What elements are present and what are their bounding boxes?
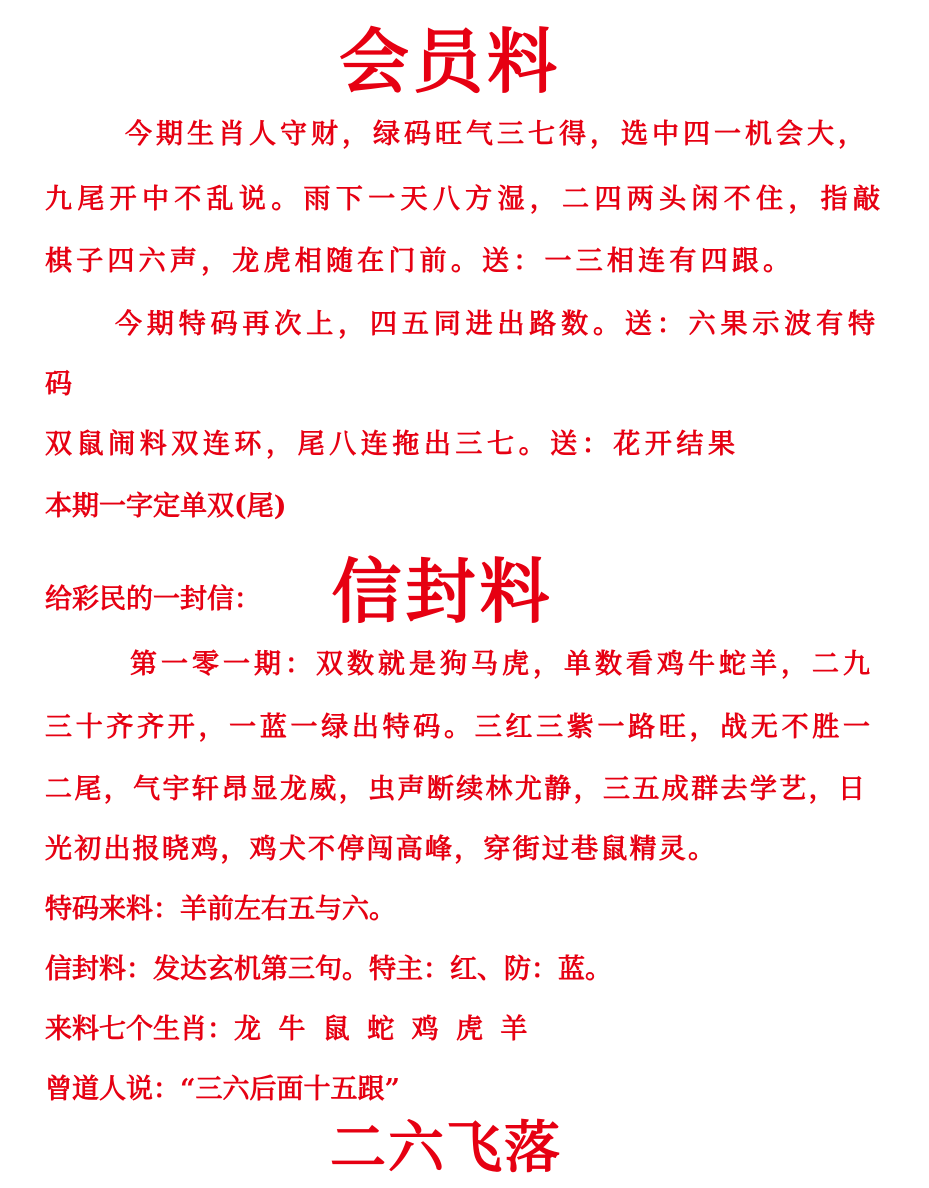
member-line-4: 今期特码再次上，四五同进出路数。送：六果示波有特 [115, 309, 875, 340]
letter-line-7: 来料七个生肖：龙 牛 鼠 蛇 鸡 虎 羊 [45, 1014, 528, 1045]
letter-line-2: 三十齐齐开，一蓝一绿出特码。三红三紫一路旺，战无不胜一 [45, 712, 870, 743]
letter-line-1: 第一零一期：双数就是狗马虎，单数看鸡牛蛇羊，二九 [130, 649, 870, 680]
member-line-3: 棋子四六声，龙虎相随在门前。送：一三相连有四跟。 [45, 246, 790, 277]
letter-line-3: 二尾，气宇轩昂显龙威，虫声断续林尤静，三五成群去学艺，日 [45, 774, 865, 805]
letter-title: 信封料 [331, 550, 554, 633]
letter-line-6: 信封料：发达玄机第三句。特主：红、防：蓝。 [45, 954, 612, 985]
member-line-2: 九尾开中不乱说。雨下一天八方湿，二四两头闲不住，指敲 [45, 184, 880, 215]
member-line-7: 本期一字定单双(尾) [45, 491, 287, 522]
footer-title: 二六飞落 [330, 1115, 562, 1181]
letter-line-8: 曾道人说：“三六后面十五跟” [45, 1074, 401, 1105]
letter-line-4: 光初出报晓鸡，鸡犬不停闯高峰，穿街过巷鼠精灵。 [45, 834, 715, 865]
member-line-5: 码 [45, 369, 72, 400]
member-line-6: 双鼠闹料双连环，尾八连拖出三七。送：花开结果 [45, 429, 735, 460]
member-line-1: 今期生肖人守财，绿码旺气三七得，选中四一机会大， [125, 119, 865, 150]
letter-line-5: 特码来料：羊前左右五与六。 [45, 894, 396, 925]
member-title: 会员料 [339, 20, 561, 103]
letter-label: 给彩民的一封信： [45, 584, 261, 615]
